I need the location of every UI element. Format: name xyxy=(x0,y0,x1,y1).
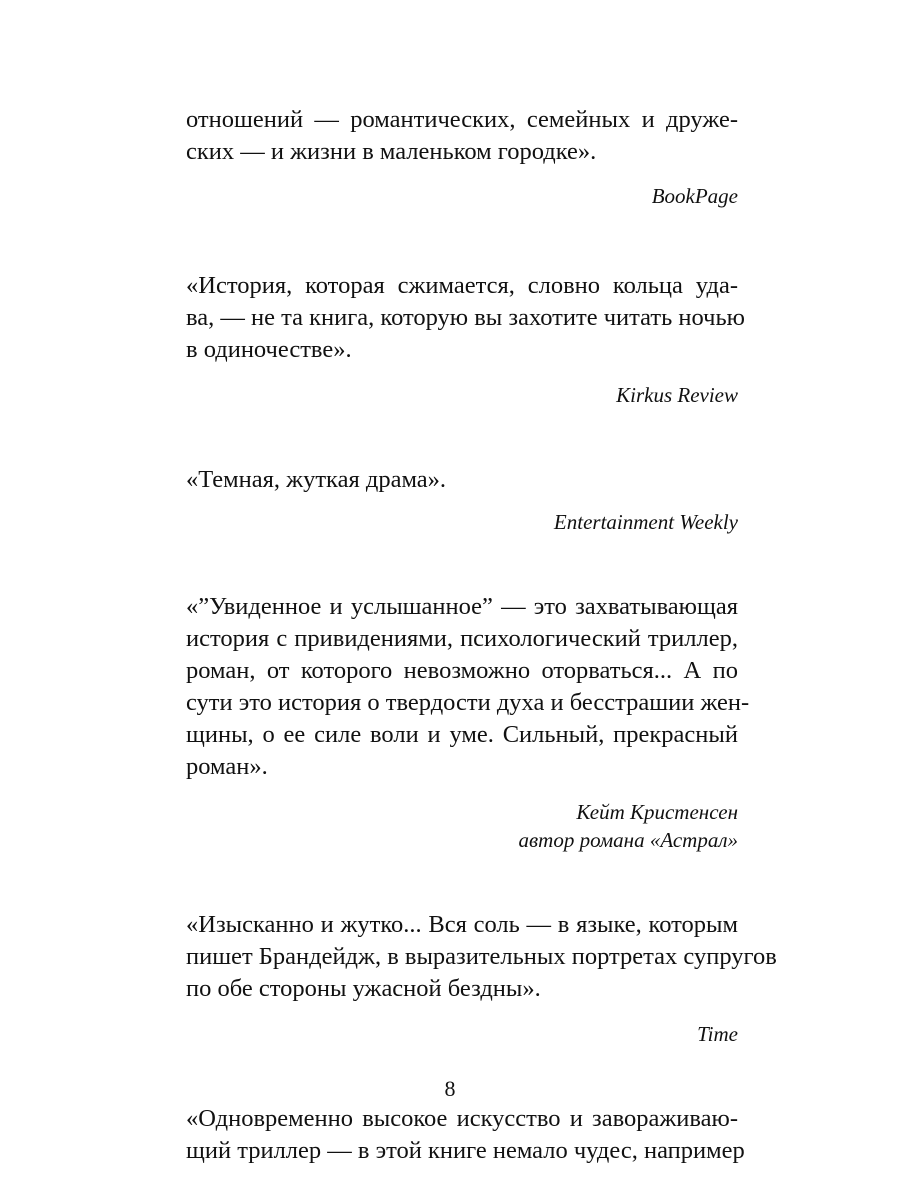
quote-line: в одиночестве». xyxy=(186,336,352,363)
quote-line: «Темная, жуткая драма». xyxy=(186,466,447,493)
review-quote-kirkus xyxy=(186,270,745,366)
quote-line: «История, которая сжимается, словно кольца уда- xyxy=(186,272,738,299)
source-author-name: Кейт Кристенсен xyxy=(576,800,738,824)
book-page-text xyxy=(186,104,777,1167)
review-quote-time xyxy=(186,909,777,1005)
quote-line: сути это история о твердости духа и бесстрашии жен- xyxy=(186,689,750,716)
review-quote-christensen xyxy=(186,591,750,783)
quote-line: ских — и жизни в маленьком городке». xyxy=(186,138,597,165)
review-quote-bookpage xyxy=(186,104,738,168)
source-author-credit: автор романа «Астрал» xyxy=(518,828,738,852)
quote-line: «Одновременно высокое искусство и завораживаю- xyxy=(186,1105,738,1132)
quote-source-entertainment-weekly: Entertainment Weekly xyxy=(553,510,738,534)
quote-source-time: Time xyxy=(697,1022,738,1046)
review-quote-entertainment-weekly xyxy=(186,464,738,496)
quote-line: «”Увиденное и услышанное” — это захватывающая xyxy=(186,593,738,620)
quote-source-christensen xyxy=(186,798,738,854)
page-number: 8 xyxy=(444,1076,456,1101)
quote-source-kirkus: Kirkus Review xyxy=(616,383,738,407)
quote-line: «Изысканно и жутко... Вся соль — в языке, которым xyxy=(186,911,738,938)
quote-line: щий триллер — в этой книге немало чудес, например xyxy=(186,1137,745,1164)
quote-line: пишет Брандейдж, в выразительных портретах супругов xyxy=(186,943,777,970)
quote-line: роман, от которого невозможно оторваться... А по xyxy=(186,657,738,684)
quote-line: ва, — не та книга, которую вы захотите читать ночью xyxy=(186,304,745,331)
review-quote-continued xyxy=(186,1103,745,1167)
quote-line: роман». xyxy=(186,753,268,780)
quote-line: история с привидениями, психологический триллер, xyxy=(186,625,738,652)
quote-line: щины, о ее силе воли и уме. Сильный, прекрасный xyxy=(186,721,738,748)
quote-source-bookpage: BookPage xyxy=(651,184,738,208)
quote-line: отношений — романтических, семейных и друже- xyxy=(186,106,738,133)
quote-line: по обе стороны ужасной бездны». xyxy=(186,975,541,1002)
